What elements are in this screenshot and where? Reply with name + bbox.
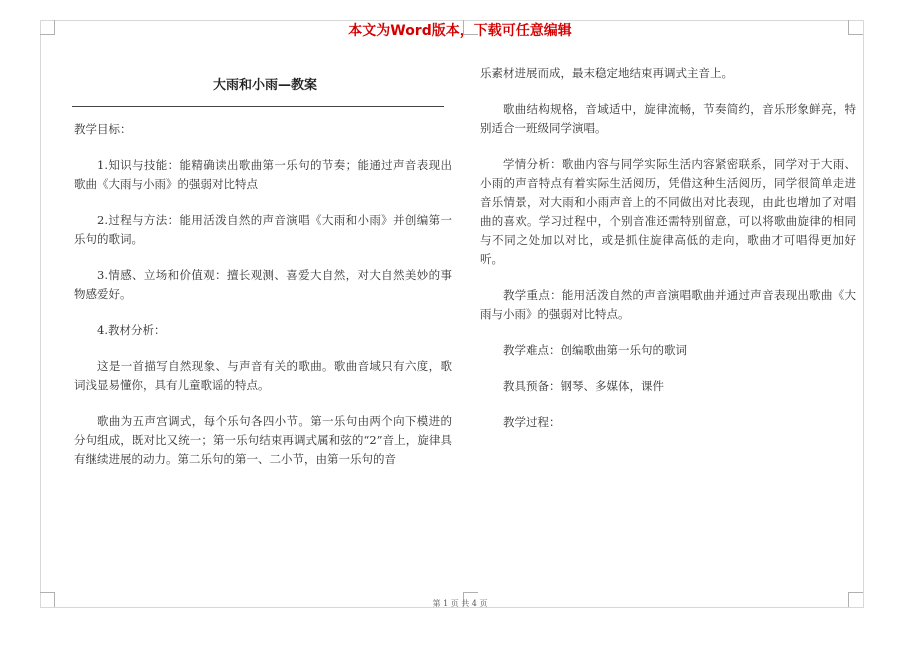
document-title: 大雨和小雨—教案 <box>212 78 317 93</box>
paragraph: 1.知识与技能：能精确读出歌曲第一乐句的节奏；能通过声音表现出歌曲《大雨与小雨》的强弱对比特点 <box>74 158 452 191</box>
paragraph: 教具预备：钢琴、多媒体，课件 <box>503 379 664 393</box>
paragraph: 歌曲结构规格，音域适中，旋律流畅，节奏简约，音乐形象鲜亮，特别适合一班级同学演唱。 <box>480 102 856 135</box>
paragraph: 这是一首描写自然现象、与声音有关的歌曲。歌曲音域只有六度，歌词浅显易懂你，具有儿童歌谣的特点。 <box>74 359 452 392</box>
download-banner: 本文为Word版本，下载可任意编辑 <box>348 23 572 39</box>
paragraph: 4.教材分析： <box>97 323 166 337</box>
title-rule <box>72 106 444 107</box>
paragraph: 学情分析：歌曲内容与同学实际生活内容紧密联系，同学对于大雨、小雨的声音特点有着实际生活阅历，凭借这种生活阅历，同学很简单走进音乐情景，对大雨和小雨声音上的不同做出对比表现，由此也增加了对唱曲的喜欢。学习过程中，个别音准还需特别留意，可以将歌曲旋律的相同与不同之处加以对比，或是抓住旋律高低的走向，歌曲才可唱得更加好听。 <box>480 157 856 266</box>
paragraph: 教学重点：能用活泼自然的声音演唱歌曲并通过声音表现出歌曲《大雨与小雨》的强弱对比特点。 <box>480 288 856 321</box>
right-column <box>480 64 856 449</box>
page-number: 第 1 页 共 4 页 <box>432 599 488 608</box>
paragraph: 教学目标： <box>74 122 132 136</box>
crop-mark-top-left <box>40 20 55 35</box>
paragraph: 歌曲为五声宫调式，每个乐句各四小节。第一乐句由两个向下模进的分句组成，既对比又统一；第一乐句结束再调式属和弦的“2”音上，旋律具有继续进展的动力。第二乐句的第一、二小节，由第一乐句的音 <box>74 414 452 466</box>
paragraph: 3.情感、立场和价值观：擅长观测、喜爱大自然，对大自然美妙的事物感爱好。 <box>74 268 452 301</box>
paragraph: 教学难点：创编歌曲第一乐句的歌词 <box>503 343 687 357</box>
column-mark-top <box>463 20 478 35</box>
crop-mark-top-right <box>848 20 863 35</box>
paragraph: 乐素材进展而成，最末稳定地结束再调式主音上。 <box>480 66 733 80</box>
paragraph: 2.过程与方法：能用活泼自然的声音演唱《大雨和小雨》并创编第一乐句的歌词。 <box>74 213 452 246</box>
paragraph: 教学过程： <box>503 415 561 429</box>
left-column <box>74 120 452 486</box>
